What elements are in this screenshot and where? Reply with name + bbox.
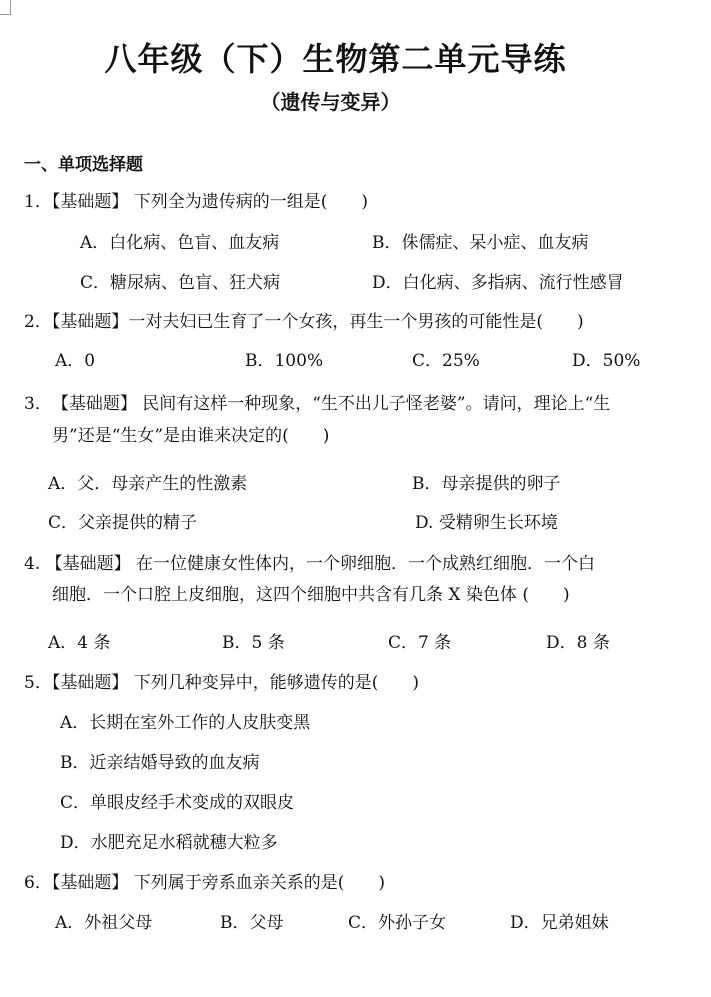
question-5-option-b[interactable]: B．近亲结婚导致的血友病 xyxy=(60,753,260,773)
question-2-option-d[interactable]: D．50% xyxy=(572,351,641,371)
question-3-option-c[interactable]: C．父亲提供的精子 xyxy=(48,513,198,533)
question-1-option-a[interactable]: A．白化病、色盲、血友病 xyxy=(80,233,280,253)
page-corner-mark xyxy=(0,0,11,15)
question-5-option-c[interactable]: C．单眼皮经手术变成的双眼皮 xyxy=(60,793,295,813)
question-6-stem: 6．【基础题】 下列属于旁系血亲关系的是( ) xyxy=(24,873,385,893)
question-4-option-b[interactable]: B．5 条 xyxy=(222,633,285,653)
question-1-option-b[interactable]: B．侏儒症、呆小症、血友病 xyxy=(372,233,589,253)
question-4-stem-line-2: 细胞．一个口腔上皮细胞，这四个细胞中共含有几条 X 染色体 ( ) xyxy=(52,585,570,605)
question-4-option-d[interactable]: D．8 条 xyxy=(546,633,610,653)
question-2-stem: 2．【基础题】一对夫妇已生育了一个女孩，再生一个男孩的可能性是( ) xyxy=(24,312,584,332)
question-6-option-c[interactable]: C．外孙子女 xyxy=(348,913,447,933)
question-5-stem: 5．【基础题】 下列几种变异中，能够遗传的是( ) xyxy=(24,673,419,693)
question-3-stem-line-2: 男”还是“生女”是由谁来决定的( ) xyxy=(52,426,330,446)
question-1-option-c[interactable]: C．糖尿病、色盲、狂犬病 xyxy=(80,273,281,293)
question-4-stem-line-1: 4. 【基础题】 在一位健康女性体内，一个卵细胞．一个成熟红细胞．一个白 xyxy=(24,554,596,574)
question-6-option-b[interactable]: B．父母 xyxy=(220,913,284,933)
question-4-option-a[interactable]: A．4 条 xyxy=(48,633,111,653)
question-2-option-b[interactable]: B．100% xyxy=(245,351,324,371)
question-6-option-d[interactable]: D．兄弟姐妹 xyxy=(510,913,609,933)
question-3-option-d[interactable]: D. 受精卵生长环境 xyxy=(415,513,558,533)
question-2-option-c[interactable]: C．25% xyxy=(412,351,480,371)
question-3-stem-line-1: 3． 【基础题】 民间有这样一种现象，“生不出儿子怪老婆”。请问，理论上“生 xyxy=(24,394,611,414)
question-5-option-d[interactable]: D．水肥充足水稻就穗大粒多 xyxy=(60,833,278,853)
question-1-stem: 1．【基础题】 下列全为遗传病的一组是( ) xyxy=(24,192,368,212)
page-subtitle: （遗传与变异） xyxy=(260,90,401,114)
question-5-option-a[interactable]: A．长期在室外工作的人皮肤变黑 xyxy=(60,713,311,733)
question-2-option-a[interactable]: A．0 xyxy=(55,351,96,371)
question-3-option-b[interactable]: B．母亲提供的卵子 xyxy=(412,474,561,494)
section-heading: 一、单项选择题 xyxy=(24,155,143,175)
question-3-option-a[interactable]: A．父．母亲产生的性激素 xyxy=(48,474,248,494)
question-6-option-a[interactable]: A．外祖父母 xyxy=(55,913,153,933)
question-4-option-c[interactable]: C．7 条 xyxy=(388,633,452,653)
question-1-option-d[interactable]: D．白化病、多指病、流行性感冒 xyxy=(372,273,624,293)
page-title: 八年级（下）生物第二单元导练 xyxy=(104,40,567,78)
